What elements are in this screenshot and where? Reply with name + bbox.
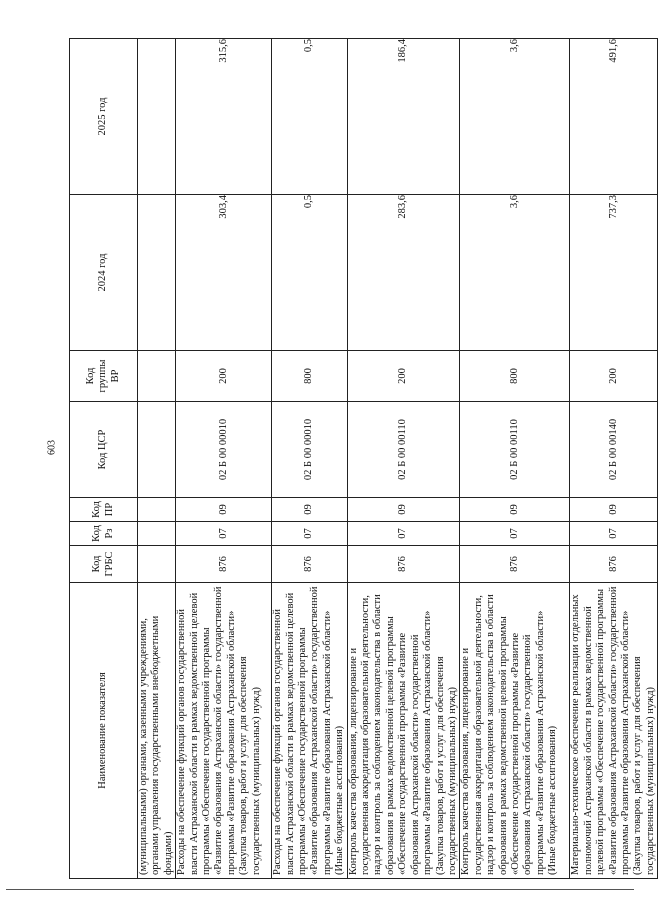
row-grbs: 876 (347, 546, 460, 583)
header-pr: Код ПР (70, 498, 138, 522)
budget-table-page (69, 39, 656, 879)
row-vr: 800 (272, 351, 347, 402)
row-rz: 07 (460, 522, 570, 546)
row-pr: 09 (347, 498, 460, 522)
row-2025: 3,6 (460, 39, 570, 195)
row-2025: 0,5 (272, 39, 347, 195)
row-name: Контроль качества образования, лицензирование и государственная аккредитация образовательной деятельности, надзор и контроль за соблюдением законодательства в области образования в рамках ведомственной целевой программы «Обеспечение государственной программы «Развитие образования Астраханской области» государственной программы «Развитие образования Астраханской области» (Иные бюджетные ассигнования) (460, 583, 570, 879)
row-name: Расходы на обеспечение функций органов государственной власти Астраханской области в рамках ведомственной целевой программы «Обеспечение государственной программы «Развитие образования Астраханской области» государственной программы «Развитие образования Астраханской области» (Иные бюджетные ассигнования) (272, 583, 347, 879)
page-number: 603 (46, 440, 58, 455)
row-pr (138, 498, 176, 522)
header-2025: 2025 год (70, 39, 138, 195)
row-csr: 02 Б 00 00110 (347, 402, 460, 498)
table-row (272, 39, 347, 879)
row-rz: 07 (176, 522, 272, 546)
table-row (460, 39, 570, 879)
row-2024: 737,3 (570, 195, 658, 351)
row-csr: 02 Б 00 00140 (570, 402, 658, 498)
header-name: Наименование показателя (70, 583, 138, 879)
row-vr: 200 (176, 351, 272, 402)
header-2024: 2024 год (70, 195, 138, 351)
row-rz (138, 522, 176, 546)
footer-divider (6, 889, 634, 890)
row-rz: 07 (570, 522, 658, 546)
row-pr: 09 (570, 498, 658, 522)
row-vr (138, 351, 176, 402)
row-grbs: 876 (570, 546, 658, 583)
row-2025: 186,4 (347, 39, 460, 195)
table-header-row (70, 39, 138, 879)
header-rz: Код Рз (70, 522, 138, 546)
row-pr: 09 (176, 498, 272, 522)
row-name: Материально-техническое обеспечение реализации отдельных полномочий Астраханской области в рамках ведомственной целевой программы «Обеспечение государственной программы «Развитие образования Астраханской области» государственной программы «Развитие образования Астраханской области» (Закупка товаров, работ и услуг для обеспечения государственных (муниципальных) нужд) (570, 583, 658, 879)
row-2024: 283,6 (347, 195, 460, 351)
row-csr (138, 402, 176, 498)
row-pr: 09 (272, 498, 347, 522)
table-row (176, 39, 272, 879)
header-grbs: Код ГРБС (70, 546, 138, 583)
row-name: Расходы на обеспечение функций органов государственной власти Астраханской области в рамках ведомственной целевой программы «Обеспечение государственной программы «Развитие образования Астраханской области» государственной программы «Развитие образования Астраханской области» (Закупка товаров, работ и услуг для обеспечения государственных (муниципальных) нужд) (176, 583, 272, 879)
row-2024: 0,5 (272, 195, 347, 351)
row-grbs: 876 (460, 546, 570, 583)
row-csr: 02 Б 00 00010 (272, 402, 347, 498)
budget-table (69, 38, 658, 879)
row-vr: 800 (460, 351, 570, 402)
row-rz: 07 (272, 522, 347, 546)
row-2025 (138, 39, 176, 195)
row-rz: 07 (347, 522, 460, 546)
header-csr: Код ЦСР (70, 402, 138, 498)
row-vr: 200 (570, 351, 658, 402)
row-grbs: 876 (272, 546, 347, 583)
row-csr: 02 Б 00 00110 (460, 402, 570, 498)
row-2025: 315,6 (176, 39, 272, 195)
header-vr: Код группы ВР (70, 351, 138, 402)
row-vr: 200 (347, 351, 460, 402)
row-grbs (138, 546, 176, 583)
table-row (347, 39, 460, 879)
table-row (138, 39, 176, 879)
row-name: Контроль качества образования, лицензирование и государственная аккредитация образовательной деятельности, надзор и контроль за соблюдением законодательства в области образования в рамках ведомственной целевой программы «Обеспечение государственной программы «Развитие образования Астраханской области» государственной программы «Развитие образования Астраханской области» (Закупка товаров, работ и услуг для обеспечения государственных (муниципальных) нужд) (347, 583, 460, 879)
row-grbs: 876 (176, 546, 272, 583)
table-row (570, 39, 658, 879)
row-2025: 491,6 (570, 39, 658, 195)
row-2024: 303,4 (176, 195, 272, 351)
row-2024 (138, 195, 176, 351)
row-2024: 3,6 (460, 195, 570, 351)
row-csr: 02 Б 00 00010 (176, 402, 272, 498)
row-pr: 09 (460, 498, 570, 522)
row-name: (муниципальными) органами, казенными учреждениями, органами управления государственными внебюджетными фондами) (138, 583, 176, 879)
